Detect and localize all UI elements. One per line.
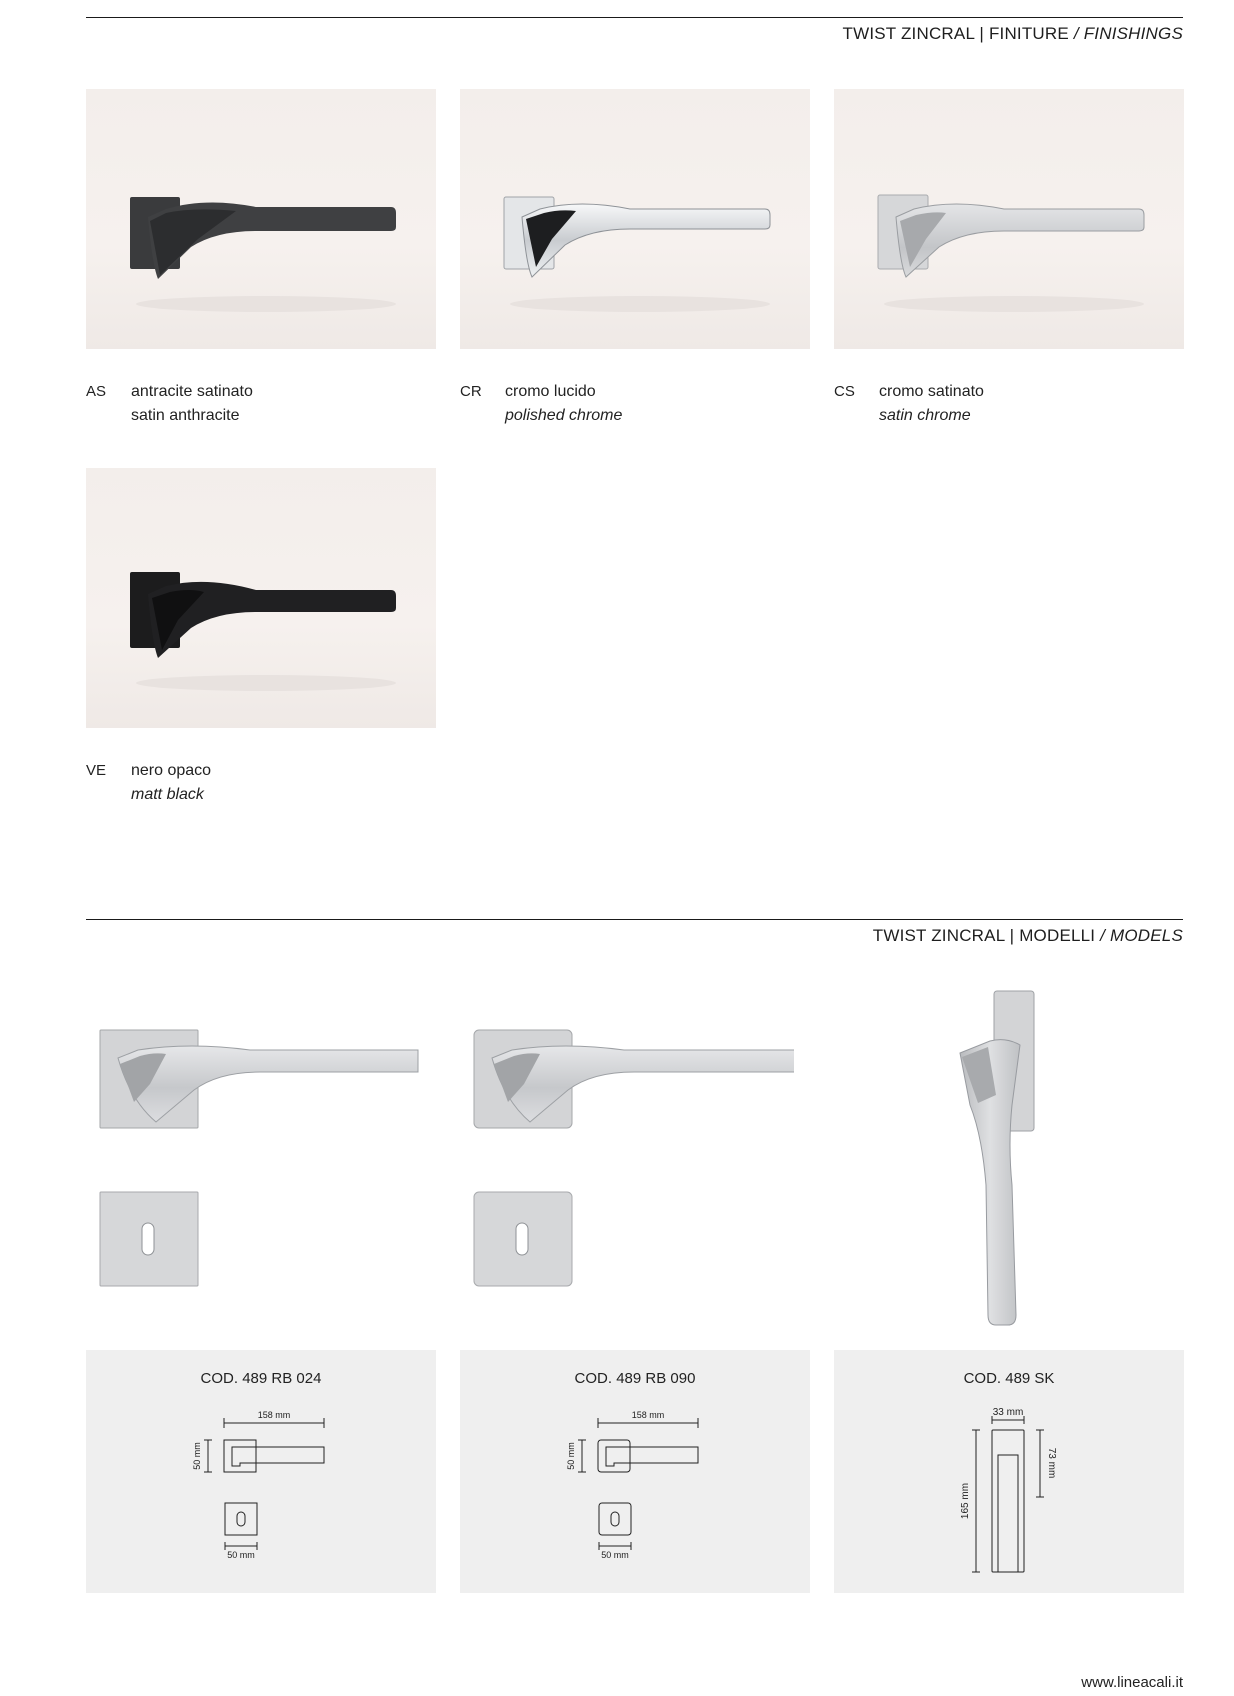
footer-website[interactable]: www.lineacali.it: [1081, 1674, 1183, 1691]
finish-code: VE: [86, 762, 107, 779]
models-title-italic: / MODELS: [1095, 926, 1183, 945]
models-divider: [86, 919, 1183, 920]
finish-name-en: satin anthracite: [131, 407, 240, 424]
dimension-drawing-rb090: [460, 1350, 810, 1593]
finish-caption-ve: [86, 759, 426, 809]
finish-caption-cs: [834, 380, 1174, 430]
dim-upper-label: 73 mm: [1046, 1447, 1057, 1479]
finish-code: CS: [834, 383, 855, 400]
finish-photo-as: [86, 89, 436, 349]
dim-length-label: 158 mm: [257, 1410, 291, 1420]
finish-name-it: nero opaco: [131, 762, 212, 779]
dim-rose-label: 50 mm: [227, 1550, 255, 1560]
model-code: COD. 489 SK: [963, 1370, 1055, 1387]
model-code: COD. 489 RB 090: [574, 1370, 696, 1387]
finish-name-it: cromo lucido: [505, 383, 596, 400]
dim-width-label: 33 mm: [992, 1407, 1024, 1418]
finish-name-en: satin chrome: [879, 407, 971, 424]
finish-code: AS: [86, 383, 107, 400]
handle-satin-chrome-image: [834, 89, 1184, 349]
models-title-main: TWIST ZINCRAL | MODELLI: [872, 926, 1096, 945]
model-rb090-images: [464, 1020, 794, 1340]
dim-length-label: 158 mm: [631, 1410, 665, 1420]
finishings-title-italic: / FINISHINGS: [1068, 24, 1183, 43]
model-sk-image: [930, 985, 1130, 1335]
finish-code: CR: [460, 383, 482, 400]
handle-matt-black-image: [86, 468, 436, 728]
handle-anthracite-image: [86, 89, 436, 349]
finishings-title-main: TWIST ZINCRAL | FINITURE: [842, 24, 1069, 43]
dim-height-label: 50 mm: [192, 1442, 202, 1470]
finish-photo-cs: [834, 89, 1184, 349]
finish-photo-cr: [460, 89, 810, 349]
dim-rose-label: 50 mm: [601, 1550, 629, 1560]
models-title: [873, 926, 1183, 946]
finish-caption-cr: [460, 380, 800, 430]
dim-height-label: 50 mm: [566, 1442, 576, 1470]
finish-caption-as: [86, 380, 426, 430]
spec-box-rb024: [86, 1350, 436, 1593]
finish-name-en: matt black: [131, 786, 204, 803]
finish-name-it: cromo satinato: [879, 383, 984, 400]
dimension-drawing-sk: [834, 1350, 1184, 1593]
dim-total-label: 165 mm: [960, 1482, 971, 1520]
handle-polished-chrome-image: [460, 89, 810, 349]
finish-name-it: antracite satinato: [131, 383, 253, 400]
top-divider: [86, 17, 1183, 18]
finishings-title: [842, 24, 1183, 44]
finish-name-en: polished chrome: [505, 407, 623, 424]
dimension-drawing-rb024: [86, 1350, 436, 1593]
spec-box-sk: [834, 1350, 1184, 1593]
model-rb024-images: [90, 1020, 420, 1340]
finish-photo-ve: [86, 468, 436, 728]
spec-box-rb090: [460, 1350, 810, 1593]
model-code: COD. 489 RB 024: [200, 1370, 322, 1387]
